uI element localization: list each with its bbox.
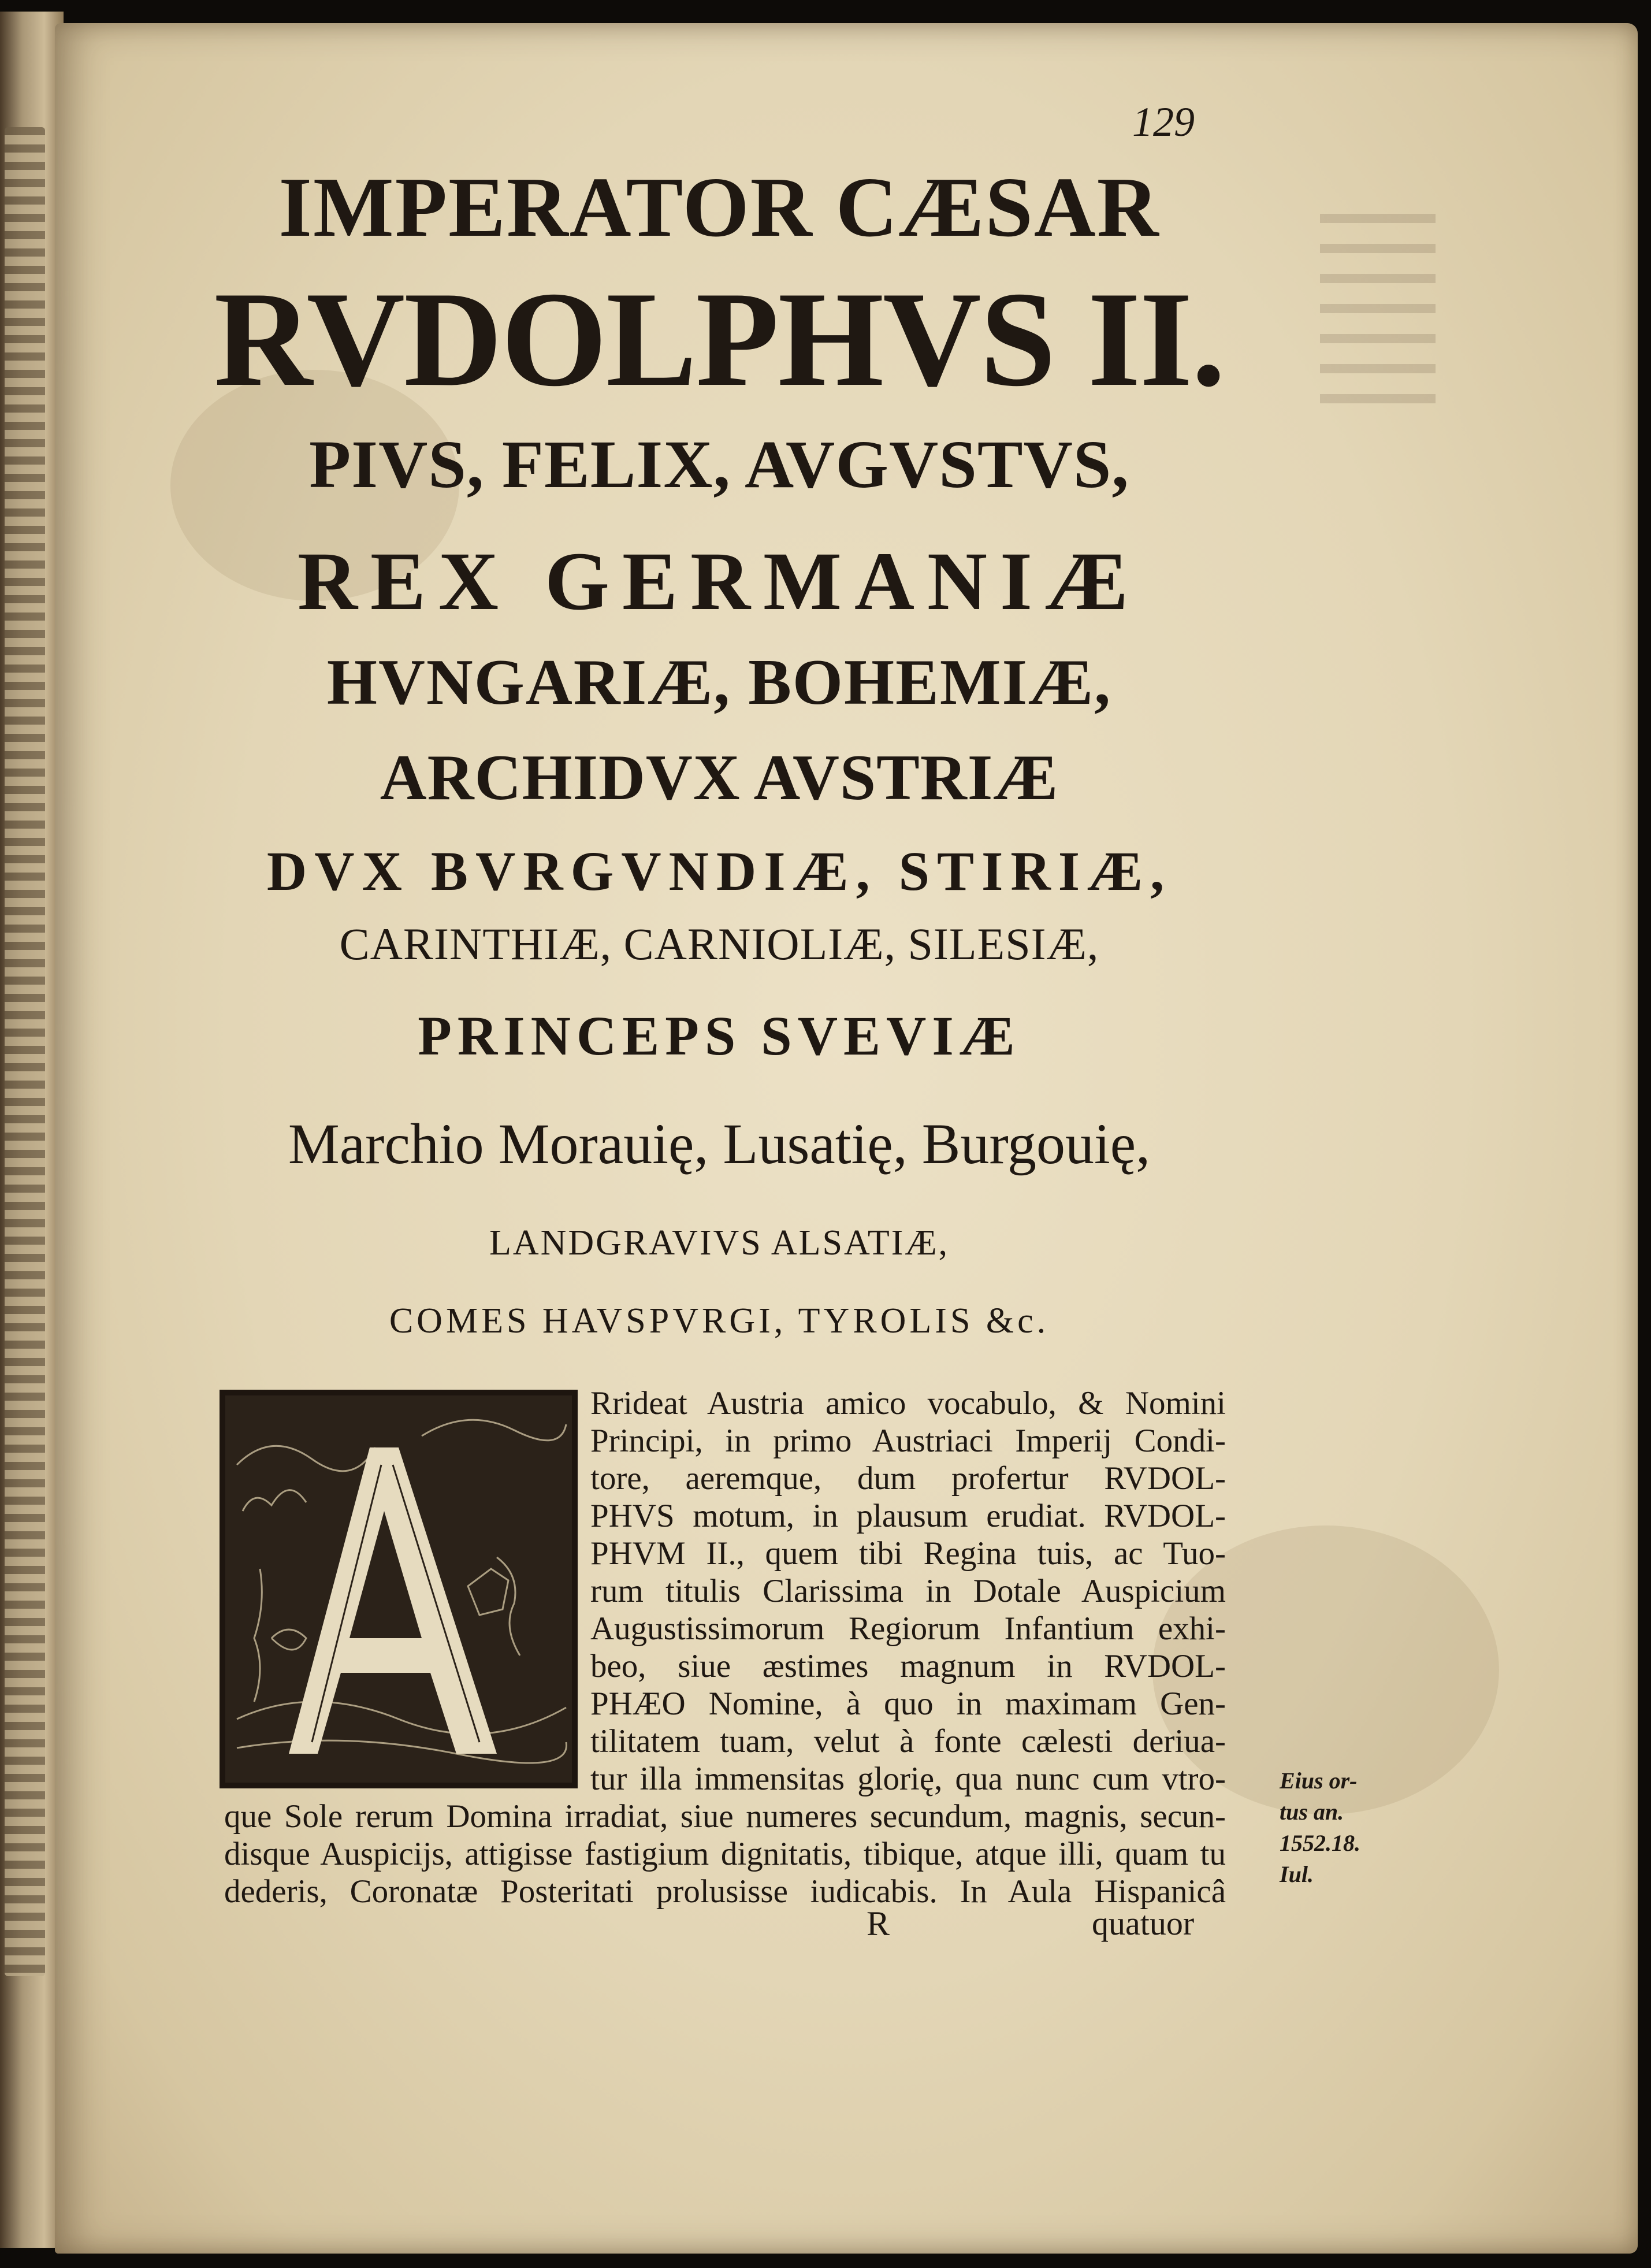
marginal-note-line: 1552.18.	[1280, 1830, 1360, 1856]
title-line-4: REX GERMANIÆ	[297, 536, 1141, 628]
title-line-9: PRINCEPS SVEVIÆ	[418, 1005, 1021, 1067]
title-line-7: DVX BVRGVNDIÆ, STIRIÆ,	[266, 840, 1172, 902]
title-line-10: Marchio Morauię, Lusatię, Burgouię,	[288, 1112, 1151, 1176]
marginal-note-line: tus an.	[1280, 1799, 1344, 1825]
show-through-text	[1320, 214, 1436, 410]
title-line-2: RVDOLPHVS II.	[214, 264, 1225, 415]
body-line: dederis, Coronatæ Posteritati prolusisse iudicabis. In Aula Hispanicâ	[224, 1873, 1226, 1910]
title-line-12: COMES HAVSPVRGI, TYROLIS &c.	[389, 1301, 1050, 1341]
body-line: Principi, in primo Austriaci Imperij Condi-	[590, 1423, 1226, 1459]
facing-page-engraving	[5, 127, 45, 1976]
body-line: tilitatem tuam, velut à fonte cælesti deriua-	[590, 1723, 1226, 1760]
body-line: beo, siue æstimes magnum in RVDOL-	[590, 1648, 1226, 1684]
title-line-8: CARINTHIÆ, CARNIOLIÆ, SILESIÆ,	[339, 919, 1099, 969]
body-line: tur illa immensitas glorię, qua nunc cum vtro-	[590, 1761, 1226, 1797]
catchword: quatuor	[1092, 1905, 1195, 1942]
marginal-note-line: Iul.	[1280, 1861, 1314, 1887]
page-number: 129	[1132, 99, 1195, 145]
title-line-11: LANDGRAVIVS ALSATIÆ,	[489, 1223, 950, 1263]
body-line: Augustissimorum Regiorum Infantium exhi-	[590, 1610, 1226, 1647]
facing-page-edge	[0, 12, 64, 2248]
body-line: rum titulis Clarissima in Dotale Auspicium	[590, 1573, 1226, 1609]
title-line-3: PIVS, FELIX, AVGVSTVS,	[309, 426, 1129, 502]
marginal-note-line: Eius or-	[1280, 1768, 1358, 1794]
marginal-note	[1280, 1765, 1418, 1890]
title-line-6: ARCHIDVX AVSTRIÆ	[380, 742, 1059, 814]
body-line: tore, aeremque, dum profertur RVDOL-	[590, 1460, 1226, 1497]
body-line: que Sole rerum Domina irradiat, siue numeres secundum, magnis, secun-	[224, 1798, 1226, 1835]
title-line-5: HVNGARIÆ, BOHEMIÆ,	[326, 647, 1112, 718]
body-line: PHVS motum, in plausum erudiat. RVDOL-	[590, 1498, 1226, 1534]
body-line: disque Auspicijs, attigisse fastigium dignitatis, tibique, atque illi, quam tu	[224, 1836, 1226, 1872]
decorated-initial-a-icon	[220, 1390, 578, 1788]
body-line: PHVM II., quem tibi Regina tuis, ac Tuo-	[590, 1535, 1226, 1572]
signature-mark: R	[867, 1905, 890, 1943]
body-line: PHÆO Nomine, à quo in maximam Gen-	[590, 1686, 1226, 1722]
title-line-1: IMPERATOR CÆSAR	[278, 160, 1160, 255]
body-line: Rrideat Austria amico vocabulo, & Nomini	[590, 1385, 1226, 1421]
